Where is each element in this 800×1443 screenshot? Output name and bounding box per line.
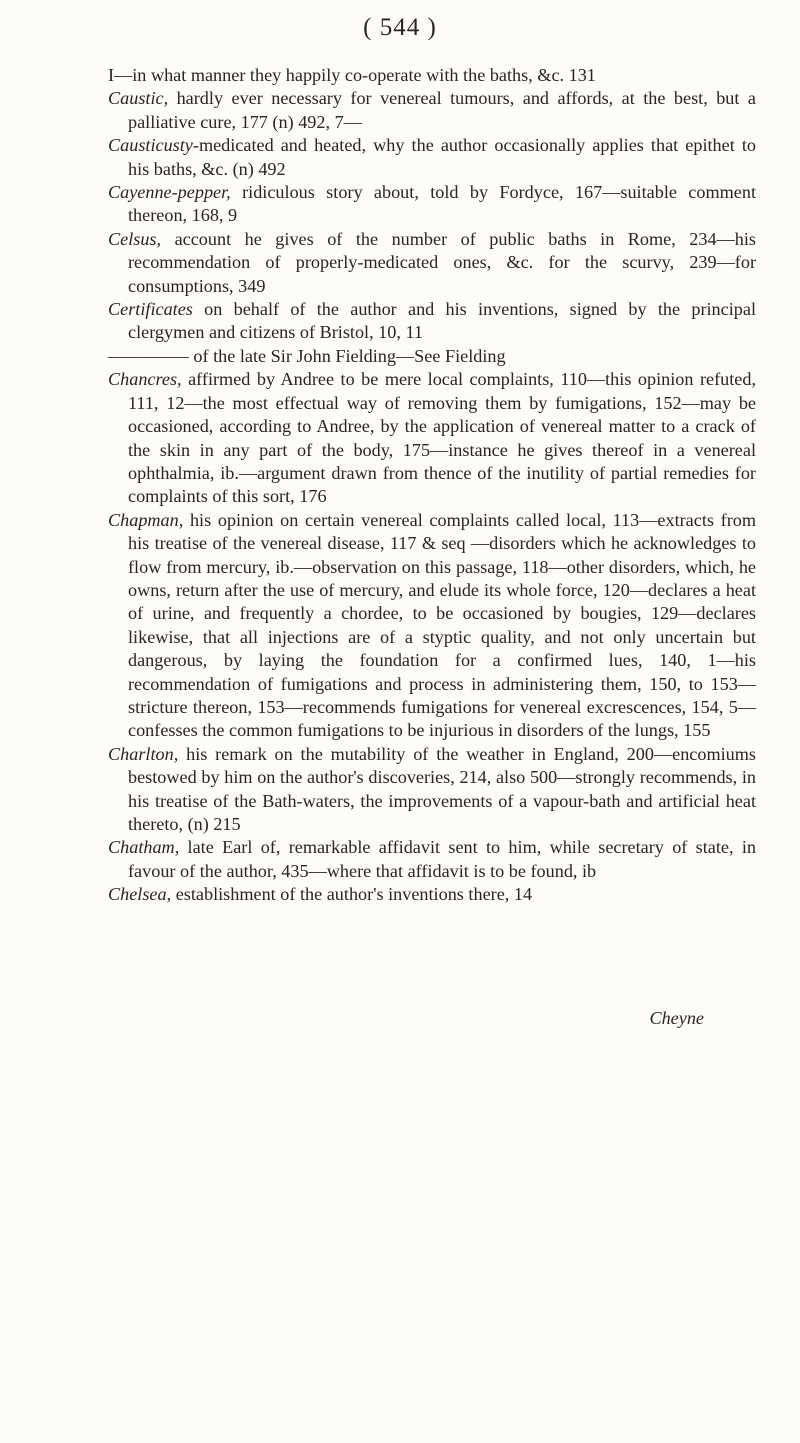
- entry-text: establishment of the author's inventions there, 14: [171, 884, 533, 905]
- entry-head: —————: [108, 345, 189, 366]
- entry-head: Causticusty-: [108, 135, 199, 156]
- entry-text: late Earl of, remarkable affidavit sent to him, while secretary of state, in favour of the author, 435—where that affidavit is to be found, ib: [128, 837, 756, 881]
- entry-head: Cayenne-pepper,: [108, 182, 231, 203]
- index-entry: [108, 743, 756, 837]
- entry-head: Charlton,: [108, 743, 179, 764]
- entry-head: Celsus,: [108, 228, 162, 249]
- index-entry: [108, 64, 756, 87]
- index-entries: [108, 64, 756, 907]
- index-entry: [108, 298, 756, 345]
- entry-text: I—in what manner they happily co-operate with the baths, &c. 131: [108, 65, 596, 85]
- entry-head: Chelsea,: [108, 884, 172, 905]
- entry-head: Caustic,: [108, 88, 169, 109]
- index-entry: [108, 87, 756, 134]
- index-entry: [108, 836, 756, 883]
- index-entry: [108, 368, 756, 508]
- entry-head: Chancres,: [108, 369, 182, 390]
- entry-text: of the late Sir John Fielding—See Fielding: [188, 345, 506, 366]
- entry-text: account he gives of the number of public baths in Rome, 234—his recommendation of properly-medicated ones, &c. for the scurvy, 239—for consumptions, 349: [128, 228, 756, 296]
- entry-text: ridiculous story about, told by Fordyce, 167—suitable comment thereon, 168, 9: [128, 182, 756, 226]
- index-entry: [108, 345, 756, 368]
- index-entry: [108, 509, 756, 743]
- entry-text: on behalf of the author and his inventions, signed by the principal clergymen and citizens of Bristol, 10, 11: [128, 299, 756, 343]
- page-number: ( 544 ): [363, 14, 437, 41]
- entry-text: medicated and heated, why the author occasionally applies that epithet to his baths, &c. (n) 492: [128, 135, 756, 179]
- entry-head: Chatham,: [108, 837, 180, 858]
- index-entry: [108, 181, 756, 228]
- index-entry: [108, 134, 756, 181]
- entry-head: Chapman,: [108, 509, 184, 530]
- index-entry: [108, 228, 756, 298]
- entry-text: his opinion on certain venereal complaints called local, 113—extracts from his treatise of the venereal disease, 117 & seq —disorders which he acknowledges to flow from mercury, ib.—observation on this passage, 118—other disorders, which, he owns, return after the use of mercury, and elude its whole force, 120—declares a heat of urine, and frequently a chordee, to be occasioned by bougies, 129—declares likewise, that all injections are of a styptic quality, and not only uncertain but dangerous, by laying the foundation for a confirmed lues, 140, 1—his recommendation of fumigations and process in administering them, 150, to 153—stricture thereon, 153—recommends fumigations for venereal excrescences, 154, 5—confesses the common fumigations to be injurious in disorders of the lungs, 155: [128, 509, 756, 741]
- entry-text: affirmed by Andree to be mere local complaints, 110—this opinion refuted, 111, 12—the most effectual way of removing them by fumigations, 152—may be occasioned, according to Andree, by the application of venereal matter to a crack of the skin in any part of the body, 175—instance he gives thereof in a venereal ophthalmia, ib.—argument drawn from thence of the inutility of partial remedies for complaints of this sort, 176: [128, 369, 756, 507]
- entry-text: his remark on the mutability of the weather in England, 200—encomiums bestowed by him on the author's discoveries, 214, also 500—strongly recommends, in his treatise of the Bath-waters, the improvements of a vapour-bath and artificial heat thereto, (n) 215: [128, 743, 756, 834]
- catchword: Cheyne: [649, 1008, 704, 1028]
- entry-text: hardly ever necessary for venereal tumours, and affords, at the best, but a palliative cure, 177 (n) 492, 7—: [128, 88, 756, 132]
- index-entry: [108, 883, 756, 906]
- entry-head: Certificates: [108, 299, 193, 320]
